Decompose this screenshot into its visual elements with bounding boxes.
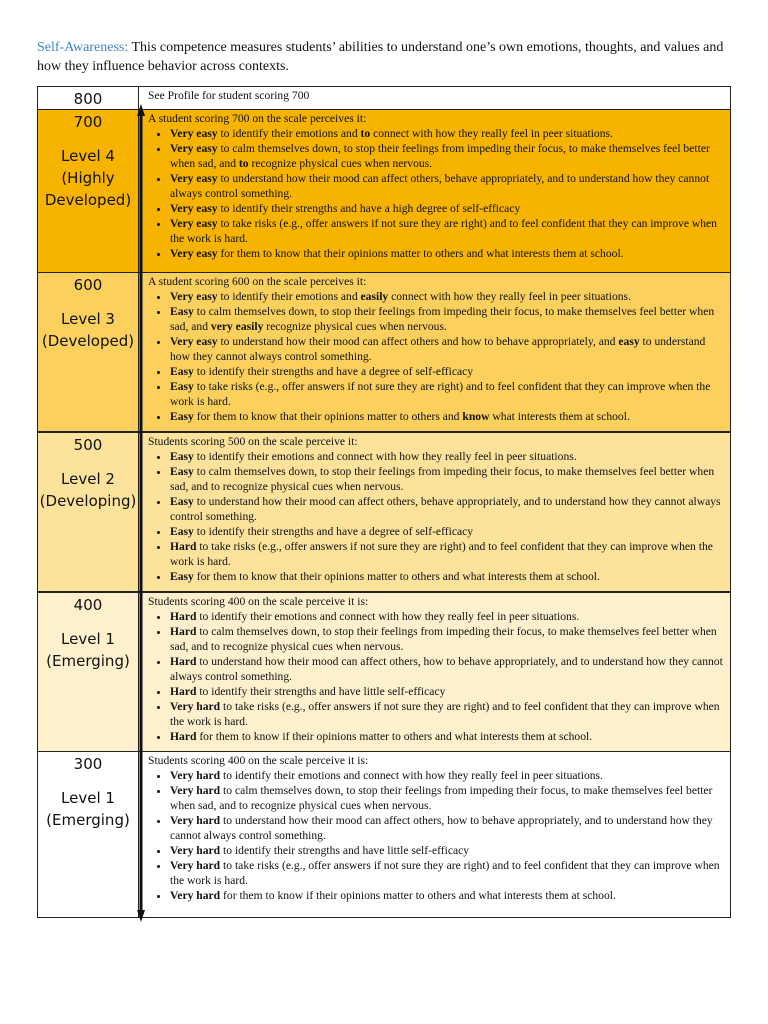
emphasis-text: Easy xyxy=(170,495,194,508)
score-cell xyxy=(38,433,139,591)
item-text: to take risks (e.g., offer answers if not sure they are right) and to feel confident that they can improve when the work is hard. xyxy=(170,380,711,408)
arrow-down-head xyxy=(137,910,145,922)
emphasis-text: Very easy xyxy=(170,217,218,230)
emphasis-text: Easy xyxy=(170,450,194,463)
description-intro: Students scoring 400 on the scale perceive it is: xyxy=(148,754,369,767)
emphasis-text: Very hard xyxy=(170,769,221,782)
item-text: to calm themselves down, to stop their feelings from impeding their focus, to make themselves feel better when sad, and to recognize physical cues when nervous. xyxy=(170,784,713,812)
list-item xyxy=(170,768,724,783)
emphasis-text: Hard xyxy=(170,610,197,623)
emphasis-text: Very easy xyxy=(170,127,218,140)
score-cell xyxy=(38,752,139,917)
list-item xyxy=(170,569,724,584)
item-text: to identify their strengths and have little self-efficacy xyxy=(196,685,446,698)
competence-description: This competence measures students’ abilities to understand one’s own emotions, thoughts, and values and how they influence behavior across contexts. xyxy=(37,40,724,74)
list-item xyxy=(170,624,724,654)
emphasis-text: Easy xyxy=(170,365,194,378)
item-text: connect with how they really feel in peer situations. xyxy=(370,127,613,140)
level-label-line: (Developing) xyxy=(39,492,137,510)
list-item xyxy=(170,126,724,141)
description-intro: A student scoring 700 on the scale perceives it: xyxy=(148,112,367,125)
list-item xyxy=(170,654,724,684)
list-item xyxy=(170,379,724,409)
list-item xyxy=(170,449,724,464)
level-label-line: Level 4 xyxy=(61,147,115,165)
description-intro: See Profile for student scoring 700 xyxy=(148,89,310,102)
level-label-line: Level 2 xyxy=(61,470,115,488)
list-item xyxy=(170,171,724,201)
item-text: to understand how their mood can affect others, how to behave appropriately, and to understand how they cannot always control something. xyxy=(170,814,713,842)
emphasis-text: Easy xyxy=(170,410,194,423)
item-text: to identify their emotions and connect with how they really feel in peer situations. xyxy=(193,450,577,463)
item-text: to identify their emotions and connect with how they really feel in peer situations. xyxy=(220,769,603,782)
list-item xyxy=(170,888,724,903)
item-text: to understand how their mood can affect others, how to behave appropriately, and to understand how they cannot always control something. xyxy=(170,655,723,683)
list-item xyxy=(170,699,724,729)
item-text: to take risks (e.g., offer answers if not sure they are right) and to feel confident that they can improve when the work is hard. xyxy=(170,859,720,887)
item-text: for them to know that their opinions matter to others and xyxy=(193,410,463,423)
level-label xyxy=(38,787,138,831)
list-item xyxy=(170,524,724,539)
list-item xyxy=(170,858,724,888)
item-text: recognize physical cues when nervous. xyxy=(263,320,447,333)
item-text: to calm themselves down, to stop their feelings from impeding their focus, to make themselves feel better when sad, and xyxy=(170,305,715,333)
perception-list xyxy=(148,609,724,744)
emphasis-text: Very easy xyxy=(170,142,218,155)
level-label xyxy=(38,468,138,512)
emphasis-text: easy xyxy=(618,335,640,348)
description-cell xyxy=(139,433,730,591)
emphasis-text: Easy xyxy=(170,465,194,478)
list-item xyxy=(170,843,724,858)
description-cell xyxy=(139,752,730,917)
item-text: to identify their emotions and xyxy=(217,127,361,140)
item-text: to calm themselves down, to stop their feelings from impeding their focus, to make themselves feel better when sad, and to recognize physical cues when nervous. xyxy=(170,625,717,653)
item-text: to take risks (e.g., offer answers if not sure they are right) and to feel confident that they can improve when the work is hard. xyxy=(170,700,720,728)
emphasis-text: Very easy xyxy=(170,172,218,185)
list-item xyxy=(170,289,724,304)
score-value: 500 xyxy=(73,436,103,454)
list-item xyxy=(170,783,724,813)
item-text: to calm themselves down, to stop their feelings from impeding their focus, to make themselves feel better when sad, and to recognize physical cues when nervous. xyxy=(170,465,715,493)
emphasis-text: Very hard xyxy=(170,700,221,713)
emphasis-text: Hard xyxy=(170,685,197,698)
item-text: to identify their strengths and have a degree of self-efficacy xyxy=(193,365,474,378)
level-label xyxy=(38,308,138,352)
list-item xyxy=(170,494,724,524)
item-text: to identify their strengths and have little self-efficacy xyxy=(220,844,470,857)
score-cell xyxy=(38,593,139,751)
score-cell xyxy=(38,273,139,431)
description-cell xyxy=(139,593,730,751)
emphasis-text: Hard xyxy=(170,540,197,553)
emphasis-text: know xyxy=(462,410,490,423)
emphasis-text: Very hard xyxy=(170,844,221,857)
emphasis-text: Very hard xyxy=(170,814,221,827)
perception-list xyxy=(148,768,724,903)
emphasis-text: Very easy xyxy=(170,335,218,348)
item-text: what interests them at school. xyxy=(489,410,630,423)
list-item xyxy=(170,246,724,261)
item-text: to identify their strengths and have a high degree of self-efficacy xyxy=(217,202,521,215)
item-text: to calm themselves down, to stop their feelings from impeding their focus, to make themselves feel better when sad, and xyxy=(170,142,710,170)
emphasis-text: Very easy xyxy=(170,290,218,303)
emphasis-text: Hard xyxy=(170,655,197,668)
item-text: for them to know that their opinions matter to others and what interests them at school. xyxy=(217,247,624,260)
list-item xyxy=(170,304,724,334)
item-text: for them to know if their opinions matter to others and what interests them at school. xyxy=(196,730,593,743)
list-item xyxy=(170,729,724,744)
description-cell xyxy=(139,87,730,109)
item-text: for them to know if their opinions matter to others and what interests them at school. xyxy=(220,889,616,902)
perception-list xyxy=(148,449,724,584)
emphasis-text: Very hard xyxy=(170,784,221,797)
list-item xyxy=(170,813,724,843)
emphasis-text: Easy xyxy=(170,570,194,583)
item-text: to identify their emotions and xyxy=(217,290,361,303)
emphasis-text: Easy xyxy=(170,525,194,538)
level-label-line: Level 1 xyxy=(61,789,115,807)
score-cell xyxy=(38,110,139,272)
list-item xyxy=(170,464,724,494)
item-text: for them to know that their opinions matter to others and what interests them at school. xyxy=(193,570,600,583)
item-text: to understand how their mood can affect others, behave appropriately, and to understand how they cannot always control something. xyxy=(170,172,710,200)
item-text: to understand how their mood can affect others, behave appropriately, and to understand how they cannot always control something. xyxy=(170,495,721,523)
description-cell xyxy=(139,273,730,431)
score-value: 800 xyxy=(73,90,103,108)
item-text: to understand how their mood can affect others and how to behave appropriately, and xyxy=(217,335,619,348)
list-item xyxy=(170,409,724,424)
emphasis-text: easily xyxy=(360,290,389,303)
score-value: 400 xyxy=(73,596,103,614)
item-text: to understand how they cannot always control something. xyxy=(170,335,706,363)
scale-arrow xyxy=(137,104,145,922)
score-cell xyxy=(38,87,139,109)
list-item xyxy=(170,609,724,624)
score-value: 600 xyxy=(73,276,103,294)
emphasis-text: Easy xyxy=(170,380,194,393)
level-label-line: Level 1 xyxy=(61,630,115,648)
item-text: to identify their strengths and have a degree of self-efficacy xyxy=(193,525,474,538)
description-cell xyxy=(139,110,730,272)
list-item xyxy=(170,334,724,364)
level-label-line: (Emerging) xyxy=(46,811,130,829)
item-text: recognize physical cues when nervous. xyxy=(248,157,433,170)
item-text: connect with how they really feel in peer situations. xyxy=(388,290,631,303)
emphasis-text: Hard xyxy=(170,625,197,638)
perception-list xyxy=(148,289,724,424)
description-intro: A student scoring 600 on the scale perceives it: xyxy=(148,275,367,288)
level-label-line: (Highly xyxy=(61,169,115,187)
intro-paragraph xyxy=(37,38,737,76)
arrow-shaft xyxy=(140,114,143,912)
item-text: to take risks (e.g., offer answers if not sure they are right) and to feel confident that they can improve when the work is hard. xyxy=(170,540,713,568)
score-value: 300 xyxy=(73,755,103,773)
description-intro: Students scoring 400 on the scale perceive it is: xyxy=(148,595,369,608)
list-item xyxy=(170,539,724,569)
level-label-line: (Developed) xyxy=(41,332,135,350)
level-label-line: Level 3 xyxy=(61,310,115,328)
perception-list xyxy=(148,126,724,261)
emphasis-text: Easy xyxy=(170,305,194,318)
item-text: to take risks (e.g., offer answers if not sure they are right) and to feel confident that they can improve when the work is hard. xyxy=(170,217,717,245)
level-label xyxy=(38,628,138,672)
emphasis-text: Very easy xyxy=(170,247,218,260)
level-label xyxy=(38,145,138,211)
item-text: to identify their emotions and connect with how they really feel in peer situations. xyxy=(196,610,580,623)
emphasis-text: Very easy xyxy=(170,202,218,215)
emphasis-text: Very hard xyxy=(170,889,221,902)
score-value: 700 xyxy=(73,113,103,131)
level-label-line: Developed) xyxy=(44,191,132,209)
competence-term: Self-Awareness: xyxy=(37,40,129,55)
emphasis-text: to xyxy=(238,157,249,170)
description-intro: Students scoring 500 on the scale perceive it: xyxy=(148,435,358,448)
list-item xyxy=(170,141,724,171)
emphasis-text: Hard xyxy=(170,730,197,743)
emphasis-text: Very hard xyxy=(170,859,221,872)
emphasis-text: very easily xyxy=(210,320,264,333)
list-item xyxy=(170,201,724,216)
emphasis-text: to xyxy=(360,127,371,140)
list-item xyxy=(170,684,724,699)
list-item xyxy=(170,216,724,246)
level-label-line: (Emerging) xyxy=(46,652,130,670)
list-item xyxy=(170,364,724,379)
